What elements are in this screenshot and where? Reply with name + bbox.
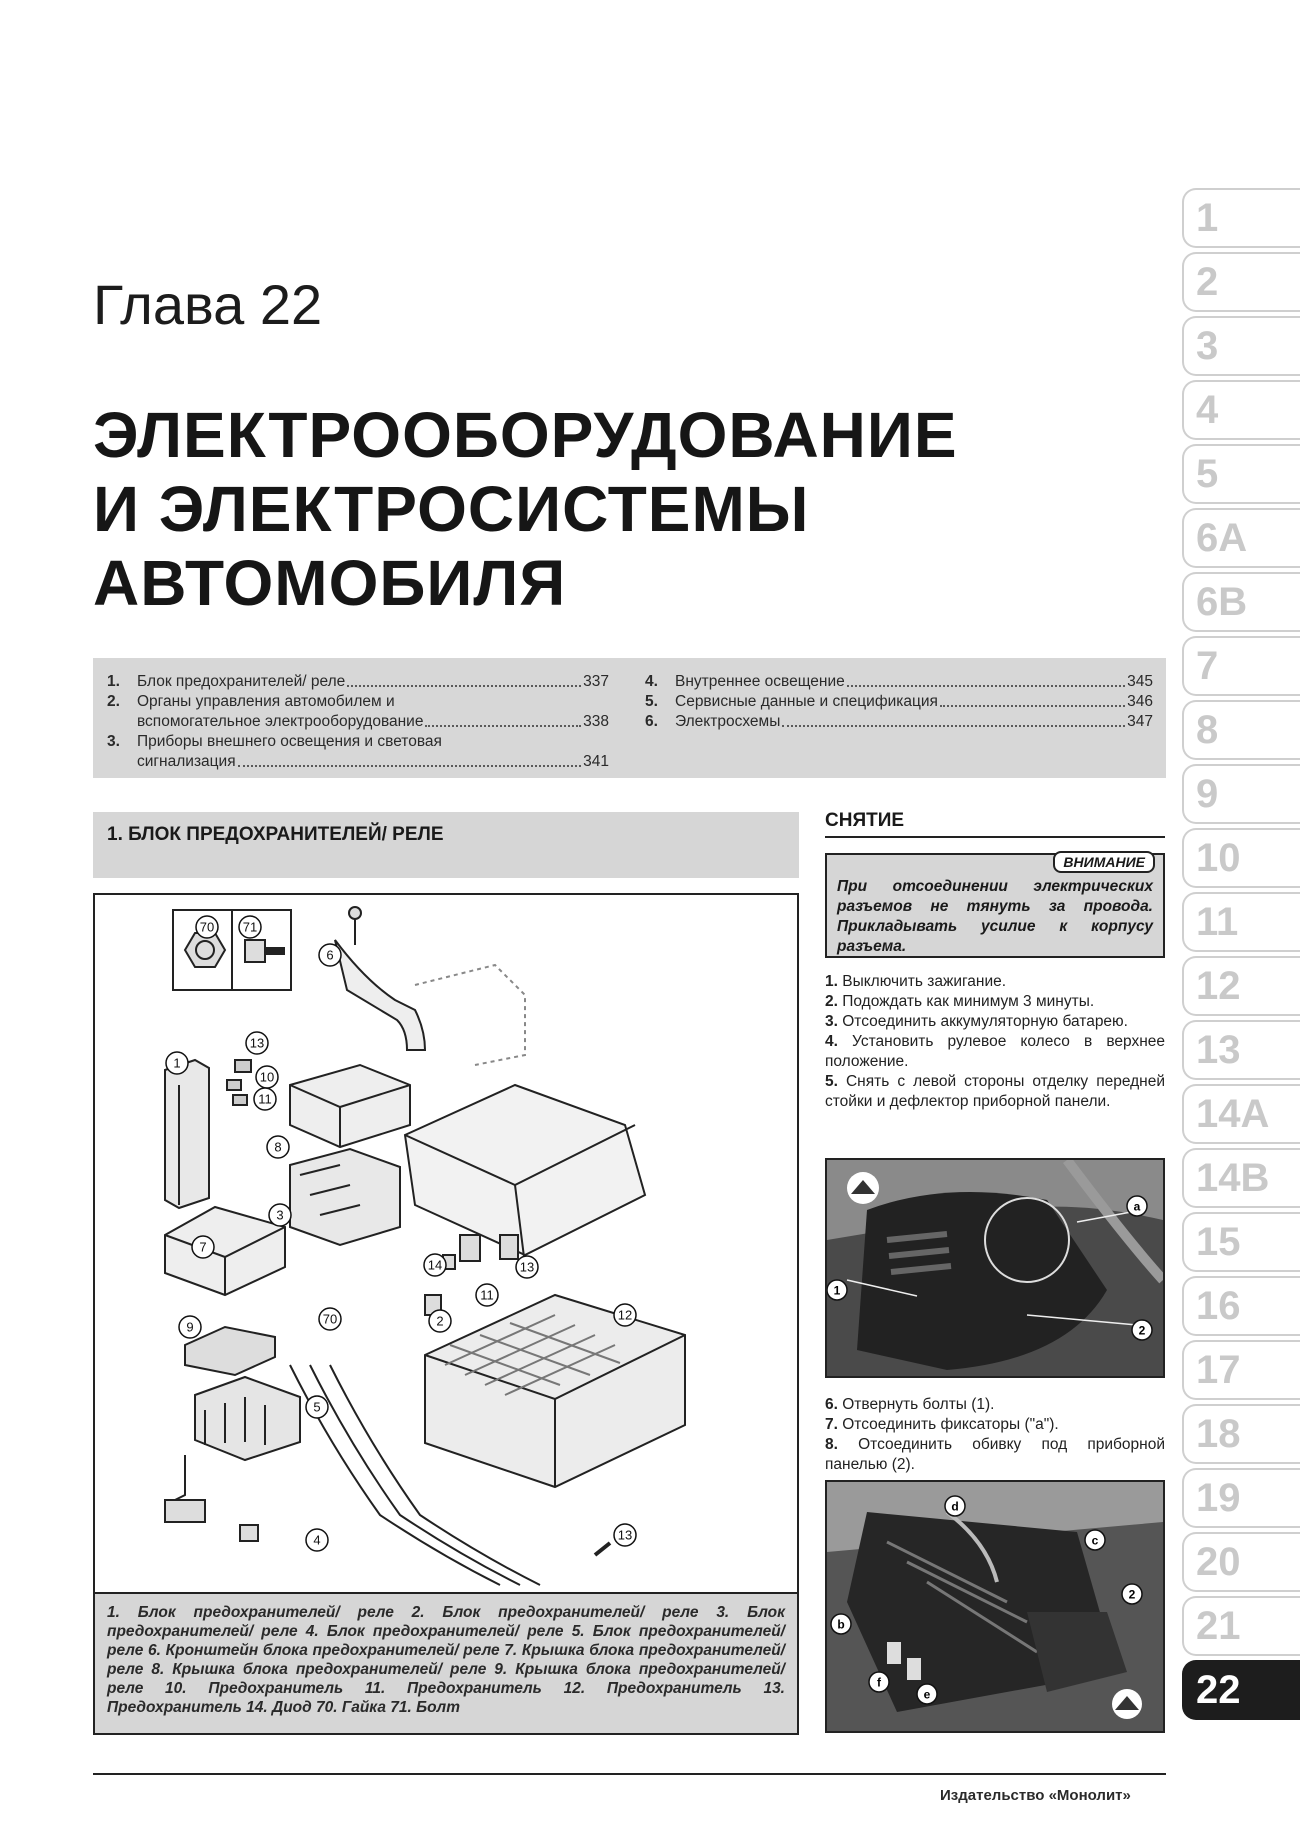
chapter-tab[interactable]: 6A xyxy=(1182,508,1300,568)
chapter-tab[interactable]: 17 xyxy=(1182,1340,1300,1400)
dot-leader xyxy=(847,672,1125,687)
chapter-tab[interactable]: 22 xyxy=(1182,1660,1300,1720)
chapter-tab[interactable]: 15 xyxy=(1182,1212,1300,1272)
svg-text:e: e xyxy=(923,1687,931,1702)
callout-number xyxy=(256,1066,278,1088)
callout-number xyxy=(917,1684,937,1704)
svg-text:8: 8 xyxy=(274,1139,282,1155)
svg-text:2: 2 xyxy=(1138,1323,1146,1338)
svg-text:2: 2 xyxy=(1128,1587,1136,1602)
svg-text:4: 4 xyxy=(313,1532,321,1548)
svg-text:f: f xyxy=(877,1675,881,1690)
chapter-tab[interactable]: 12 xyxy=(1182,956,1300,1016)
step-text: Подождать как минимум 3 минуты. xyxy=(837,993,1095,1010)
contents-entry-page: 346 xyxy=(1127,693,1153,710)
removal-steps-1-5 xyxy=(825,972,1165,1112)
contents-entry-title: вспомогательное электрооборудование xyxy=(137,713,424,730)
svg-text:71: 71 xyxy=(242,919,258,935)
callout-number xyxy=(306,1529,328,1551)
chapter-tab[interactable]: 1 xyxy=(1182,188,1300,248)
step-number: 3. xyxy=(825,1013,838,1030)
removal-step xyxy=(825,1012,1165,1032)
contents-entry-number: 3. xyxy=(107,733,120,750)
svg-text:70: 70 xyxy=(199,919,215,935)
step-text: Отсоединить аккумуляторную батарею. xyxy=(837,1013,1128,1030)
svg-text:1: 1 xyxy=(173,1055,181,1071)
callout-number xyxy=(614,1304,636,1326)
contents-entry-number xyxy=(107,752,137,772)
chapter-tab[interactable]: 16 xyxy=(1182,1276,1300,1336)
removal-step xyxy=(825,1032,1165,1072)
chapter-tab[interactable]: 6B xyxy=(1182,572,1300,632)
contents-entry-page: 337 xyxy=(583,673,609,690)
callout-number xyxy=(429,1310,451,1332)
chapter-tab[interactable]: 11 xyxy=(1182,892,1300,952)
title-line: ЭЛЕКТРООБОРУДОВАНИЕ xyxy=(93,399,958,471)
contents-entry-number: 6. xyxy=(645,713,658,730)
diagram-caption: 1. Блок предохранителей/ реле 2. Блок предохранителей/ реле 3. Блок предохранителей/ реле 4. Блок предохранителей/ реле 5. Блок предохранителей/ реле 6. Кронштейн блока предохранителей/ реле 7. Крышка блока предохранителей/ реле 8. Крышка блока предохранителей/ реле 9. Крышка блока предохранителей/ реле 10. Предохранитель 11. Предохранитель 12. Предохранитель 13. Предохранитель 14. Диод 70. Гайка 71. Болт xyxy=(93,1592,799,1735)
svg-text:1: 1 xyxy=(833,1283,841,1298)
callout-number xyxy=(827,1280,847,1300)
contents-entry[interactable] xyxy=(107,752,609,772)
contents-entry[interactable] xyxy=(107,732,609,752)
chapter-tab[interactable]: 3 xyxy=(1182,316,1300,376)
chapter-tab[interactable]: 10 xyxy=(1182,828,1300,888)
contents-entry-title: Блок предохранителей/ реле xyxy=(137,673,346,690)
chapter-tab[interactable]: 20 xyxy=(1182,1532,1300,1592)
contents-entry-number: 1. xyxy=(107,673,120,690)
callout-number xyxy=(1085,1530,1105,1550)
step-text: Установить рулевое колесо в верхнее положение. xyxy=(825,1033,1165,1070)
callout-number xyxy=(1122,1584,1142,1604)
contents-entry-title: Приборы внешнего освещения и световая xyxy=(137,733,442,750)
removal-steps-6-8 xyxy=(825,1395,1165,1475)
svg-text:13: 13 xyxy=(519,1259,535,1275)
removal-step xyxy=(825,1072,1165,1112)
dot-leader xyxy=(347,672,581,687)
contents-entry-number xyxy=(107,712,137,732)
contents-entry-number: 2. xyxy=(107,693,120,710)
svg-text:6: 6 xyxy=(326,947,334,963)
footer-rule xyxy=(93,1773,1166,1775)
publisher-credit: Издательство «Монолит» xyxy=(940,1787,1131,1804)
svg-text:b: b xyxy=(837,1617,845,1632)
contents-column-right xyxy=(645,672,1153,732)
callout-number xyxy=(476,1284,498,1306)
callout-number xyxy=(254,1088,276,1110)
callout-number xyxy=(196,916,218,938)
removal-step xyxy=(825,1435,1165,1475)
photo-instrument-panel-trim xyxy=(825,1158,1165,1378)
step-text: Отсоединить обивку под приборной панелью (2). xyxy=(825,1436,1165,1473)
svg-text:3: 3 xyxy=(276,1207,284,1223)
step-text: Снять с левой стороны отделку передней стойки и дефлектор приборной панели. xyxy=(825,1073,1165,1110)
callout-number xyxy=(267,1136,289,1158)
contents-entry-number: 4. xyxy=(645,673,658,690)
dot-leader xyxy=(940,692,1125,707)
callout-number xyxy=(945,1496,965,1516)
callout-number xyxy=(246,1032,268,1054)
svg-text:13: 13 xyxy=(249,1035,265,1051)
warning-box xyxy=(825,853,1165,958)
chapter-tab[interactable]: 18 xyxy=(1182,1404,1300,1464)
chapter-tab[interactable]: 14A xyxy=(1182,1084,1300,1144)
callout-number xyxy=(1132,1320,1152,1340)
step-number: 4. xyxy=(825,1033,838,1050)
svg-text:d: d xyxy=(951,1499,959,1514)
section-heading xyxy=(93,812,799,878)
callout-number xyxy=(192,1236,214,1258)
chapter-tab[interactable]: 19 xyxy=(1182,1468,1300,1528)
dot-leader xyxy=(425,712,581,727)
callout-number xyxy=(869,1672,889,1692)
chapter-tab[interactable]: 5 xyxy=(1182,444,1300,504)
step-text: Отсоединить фиксаторы ("а"). xyxy=(837,1416,1059,1433)
svg-text:a: a xyxy=(1133,1199,1141,1214)
callout-number xyxy=(269,1204,291,1226)
step-number: 5. xyxy=(825,1073,838,1090)
chapter-tab[interactable]: 2 xyxy=(1182,252,1300,312)
svg-text:11: 11 xyxy=(480,1287,494,1303)
callout-number xyxy=(1127,1196,1147,1216)
contents-entry[interactable] xyxy=(645,712,1153,732)
exploded-view-drawing xyxy=(95,895,797,1595)
chapter-tab[interactable]: 13 xyxy=(1182,1020,1300,1080)
svg-text:70: 70 xyxy=(322,1311,338,1327)
contents-entry[interactable] xyxy=(645,672,1153,692)
callout-number xyxy=(306,1396,328,1418)
chapter-tab[interactable]: 8 xyxy=(1182,700,1300,760)
step-number: 8. xyxy=(825,1436,838,1453)
title-line: АВТОМОБИЛЯ xyxy=(93,547,567,619)
svg-text:13: 13 xyxy=(617,1527,633,1543)
step-number: 7. xyxy=(825,1416,838,1433)
callout-number xyxy=(424,1254,446,1276)
heading-rule xyxy=(825,836,1165,838)
chapter-title xyxy=(93,398,1153,620)
contents-entry[interactable] xyxy=(107,712,609,732)
callout-number xyxy=(614,1524,636,1546)
svg-text:14: 14 xyxy=(427,1257,443,1273)
removal-heading: СНЯТИЕ xyxy=(825,810,905,831)
chapter-contents xyxy=(93,658,1166,778)
contents-entry[interactable] xyxy=(107,692,609,712)
svg-text:2: 2 xyxy=(436,1313,444,1329)
removal-step xyxy=(825,972,1165,992)
warning-text: При отсоединении электрических разъемов не тянуть за провода. Прикладывать усилие к корпусу разъема. xyxy=(837,878,1153,955)
contents-entry-page: 347 xyxy=(1127,713,1153,730)
contents-entry[interactable] xyxy=(645,692,1153,712)
dot-leader xyxy=(238,752,582,767)
callout-number xyxy=(166,1052,188,1074)
svg-text:12: 12 xyxy=(617,1307,633,1323)
contents-entry-title: Сервисные данные и спецификация xyxy=(675,693,938,710)
chapter-label: Глава 22 xyxy=(93,273,323,336)
step-number: 2. xyxy=(825,993,838,1010)
contents-entry-title: Внутреннее освещение xyxy=(675,673,845,690)
chapter-tab[interactable]: 4 xyxy=(1182,380,1300,440)
contents-entry-title: сигнализация xyxy=(137,753,236,770)
svg-text:11: 11 xyxy=(258,1091,272,1107)
svg-text:5: 5 xyxy=(313,1399,321,1415)
contents-entry-title: Электросхемы xyxy=(675,713,781,730)
svg-text:c: c xyxy=(1091,1533,1099,1548)
removal-step xyxy=(825,992,1165,1012)
callout-number xyxy=(179,1316,201,1338)
contents-entry-page: 341 xyxy=(583,753,609,770)
photo-lower-panel xyxy=(825,1480,1165,1733)
title-line: И ЭЛЕКТРОСИСТЕМЫ xyxy=(93,473,810,545)
removal-step xyxy=(825,1395,1165,1415)
contents-entry-number: 5. xyxy=(645,693,658,710)
step-text: Выключить зажигание. xyxy=(837,973,1007,990)
callout-number xyxy=(239,916,261,938)
contents-entry[interactable] xyxy=(107,672,609,692)
chapter-tab[interactable]: 14B xyxy=(1182,1148,1300,1208)
chapter-tab[interactable]: 7 xyxy=(1182,636,1300,696)
callout-number xyxy=(516,1256,538,1278)
step-number: 6. xyxy=(825,1396,838,1413)
contents-entry-title: Органы управления автомобилем и xyxy=(137,693,395,710)
step-text: Отвернуть болты (1). xyxy=(837,1396,995,1413)
chapter-tabs xyxy=(1182,188,1300,1724)
chapter-tab[interactable]: 21 xyxy=(1182,1596,1300,1656)
chapter-tab[interactable]: 9 xyxy=(1182,764,1300,824)
dot-leader xyxy=(782,712,1125,727)
contents-entry-page: 345 xyxy=(1127,673,1153,690)
contents-column-left xyxy=(107,672,609,772)
svg-text:10: 10 xyxy=(259,1069,275,1085)
section-heading-text: 1. БЛОК ПРЕДОХРАНИТЕЛЕЙ/ РЕЛЕ xyxy=(107,824,444,845)
callout-number xyxy=(319,944,341,966)
svg-text:7: 7 xyxy=(199,1239,207,1255)
callout-number xyxy=(831,1614,851,1634)
step-number: 1. xyxy=(825,973,838,990)
contents-entry-page: 338 xyxy=(583,713,609,730)
callout-number xyxy=(319,1308,341,1330)
removal-step xyxy=(825,1415,1165,1435)
svg-text:9: 9 xyxy=(186,1319,194,1335)
warning-label: ВНИМАНИЕ xyxy=(1053,851,1155,873)
